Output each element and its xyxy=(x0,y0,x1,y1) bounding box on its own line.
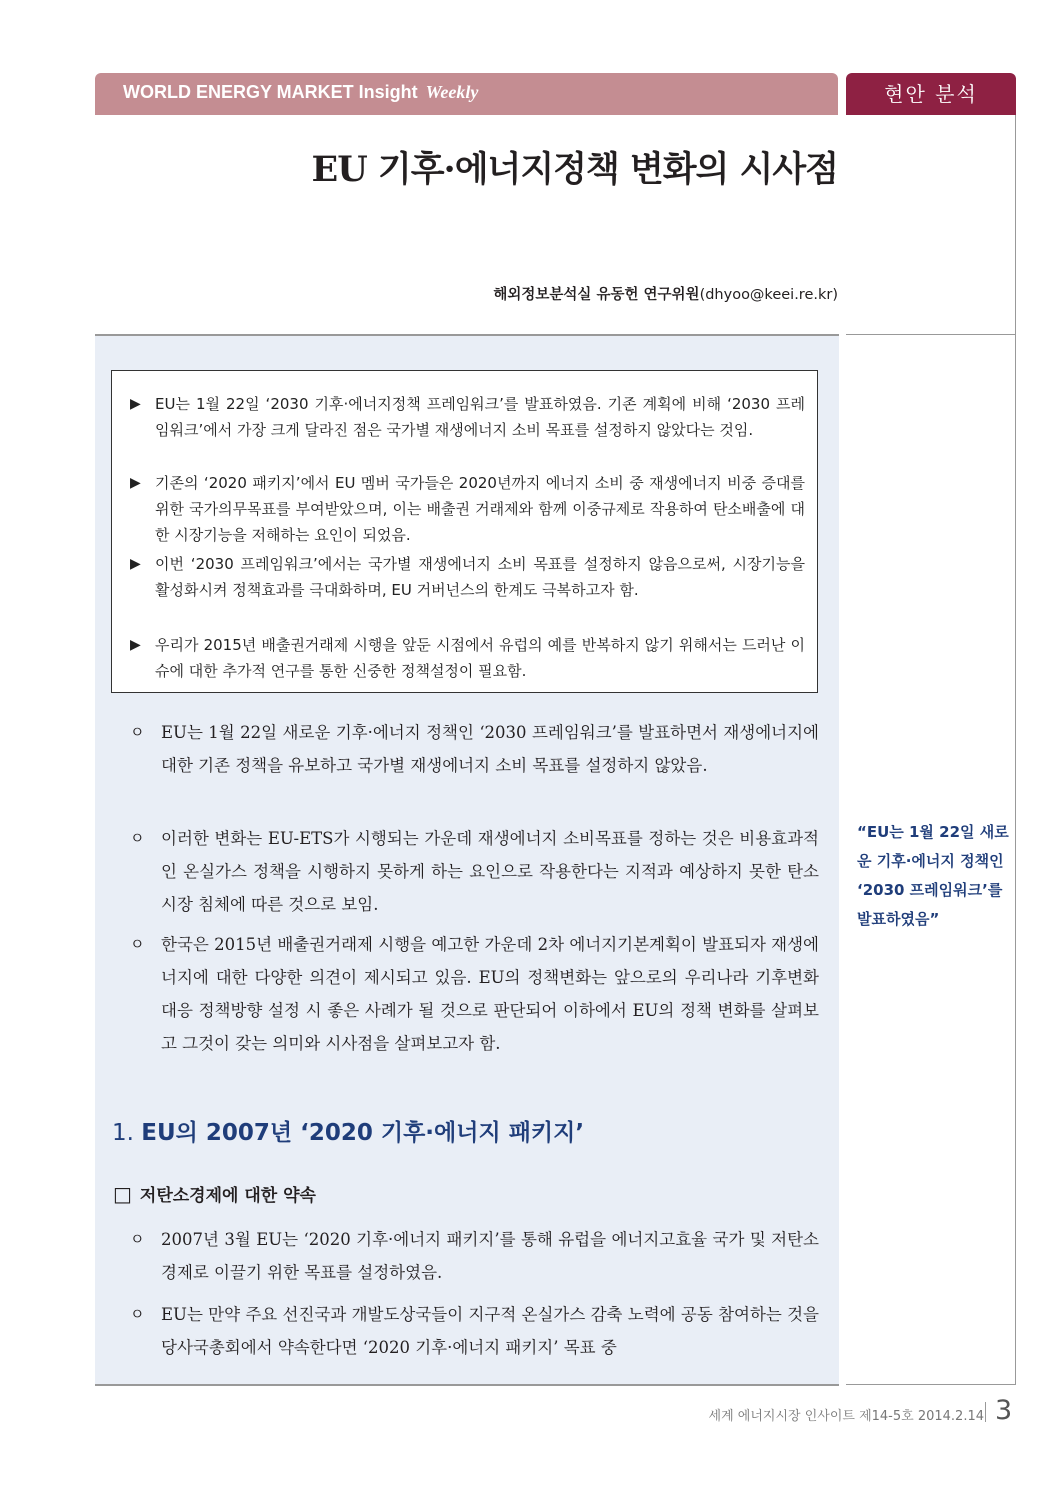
subsection-title: 저탄소경제에 대한 약속 xyxy=(139,1186,316,1206)
circle-bullet-icon: ㅇ xyxy=(130,723,145,741)
circle-bullet-icon: ㅇ xyxy=(130,1230,145,1248)
author-line xyxy=(493,283,838,304)
section-number: 1. xyxy=(112,1120,134,1146)
margin-bottom-rule xyxy=(846,1384,1016,1385)
header-banner xyxy=(95,73,838,113)
section-title: EU의 2007년 ‘2020 기후·에너지 패키지’ xyxy=(141,1120,585,1146)
circle-bullet-icon: ㅇ xyxy=(130,829,145,847)
footer-publication: 세계 에너지시장 인사이트 제14-5호 2014.2.14 xyxy=(708,1409,984,1424)
right-margin-rule xyxy=(1015,115,1016,1385)
series-title-weekly: Weekly xyxy=(425,82,479,102)
header-tab-divider xyxy=(846,113,1016,115)
summary-item: ▶ 이번 ‘2030 프레임워크’에서는 국가별 재생에너지 소비 목표를 설정하지 않음으로써, 시장기능을 활성화시켜 정책효과를 극대화하며, EU 거버넌스의 한계도 극복하고자 함. xyxy=(130,551,805,603)
summary-item: ▶ 기존의 ‘2020 패키지’에서 EU 멤버 국가들은 2020년까지 에너지 소비 중 재생에너지 비중 증대를 위한 국가의무목표를 부여받았으며, 이는 배출권 거래제와 함께 이중규제로 작용하여 탄소배출에 대한 시장기능을 저해하는 요인이 되었음. xyxy=(130,470,805,548)
body-paragraph: ㅇ 이러한 변화는 EU-ETS가 시행되는 가운데 재생에너지 소비목표를 정하는 것은 비용효과적인 온실가스 정책을 시행하지 못하게 하는 요인으로 작용한다는 지적과 예상하지 못한 탄소시장 침체에 따른 것으로 보임. xyxy=(130,822,819,921)
summary-item: ▶ EU는 1월 22일 ‘2030 기후·에너지정책 프레임워크’를 발표하였음. 기존 계획에 비해 ‘2030 프레임워크’에서 가장 크게 달라진 점은 국가별 재생에너지 소비 목표를 설정하지 않았다는 것임. xyxy=(130,391,805,443)
article-title: EU 기후·에너지정책 변화의 시사점 xyxy=(311,149,838,190)
triangle-bullet-icon: ▶ xyxy=(130,396,141,412)
summary-item: ▶ 우리가 2015년 배출권거래제 시행을 앞둔 시점에서 유럽의 예를 반복하지 않기 위해서는 드러난 이슈에 대한 추가적 연구를 통한 신중한 정책설정이 필요함. xyxy=(130,632,805,684)
body-paragraph: ㅇ 2007년 3월 EU는 ‘2020 기후·에너지 패키지’를 통해 유럽을 에너지고효율 국가 및 저탄소경제로 이끌기 위한 목표를 설정하였음. xyxy=(130,1223,819,1289)
body-paragraph: ㅇ EU는 1월 22일 새로운 기후·에너지 정책인 ‘2030 프레임워크’를 발표하면서 재생에너지에 대한 기존 정책을 유보하고 국가별 재생에너지 소비 목표를 설정하지 않았음. xyxy=(130,716,819,782)
square-box-icon: □ xyxy=(113,1182,132,1206)
series-title: WORLD ENERGY MARKET Insight Weekly xyxy=(123,82,479,102)
pull-quote: “EU는 1월 22일 새로운 기후·에너지 정책인 ‘2030 프레임워크’를 발표하였음” xyxy=(857,823,1009,928)
section-tab: 현안 분석 xyxy=(846,73,1016,113)
page-number: 3 xyxy=(995,1395,1013,1426)
content-bottom-rule xyxy=(95,1384,839,1386)
subsection-heading xyxy=(113,1181,316,1206)
body-paragraph: ㅇ 한국은 2015년 배출권거래제 시행을 예고한 가운데 2차 에너지기본계획이 발표되자 재생에너지에 대한 다양한 의견이 제시되고 있음. EU의 정책변화는 앞으로의 우리나라 기후변화 대응 정책방향 설정 시 좋은 사례가 될 것으로 판단되어 이하에서 EU의 정책 변화를 살펴보고 그것이 갖는 의미와 시사점을 살펴보고자 함. xyxy=(130,928,819,1060)
author-email: (dhyoo@keei.re.kr) xyxy=(699,287,838,303)
footer-separator xyxy=(985,1402,986,1422)
triangle-bullet-icon: ▶ xyxy=(130,556,141,572)
circle-bullet-icon: ㅇ xyxy=(130,1305,145,1323)
author-name: 해외정보분석실 유동헌 연구위원 xyxy=(493,287,700,303)
triangle-bullet-icon: ▶ xyxy=(130,475,141,491)
circle-bullet-icon: ㅇ xyxy=(130,935,145,953)
margin-top-rule xyxy=(846,334,1016,335)
body-paragraph: ㅇ EU는 만약 주요 선진국과 개발도상국들이 지구적 온실가스 감축 노력에 공동 참여하는 것을 당사국총회에서 약속한다면 ‘2020 기후·에너지 패키지’ 목표 중 xyxy=(130,1298,819,1364)
triangle-bullet-icon: ▶ xyxy=(130,637,141,653)
summary-box xyxy=(111,370,818,693)
section-heading xyxy=(112,1114,584,1147)
header-divider xyxy=(95,113,838,115)
